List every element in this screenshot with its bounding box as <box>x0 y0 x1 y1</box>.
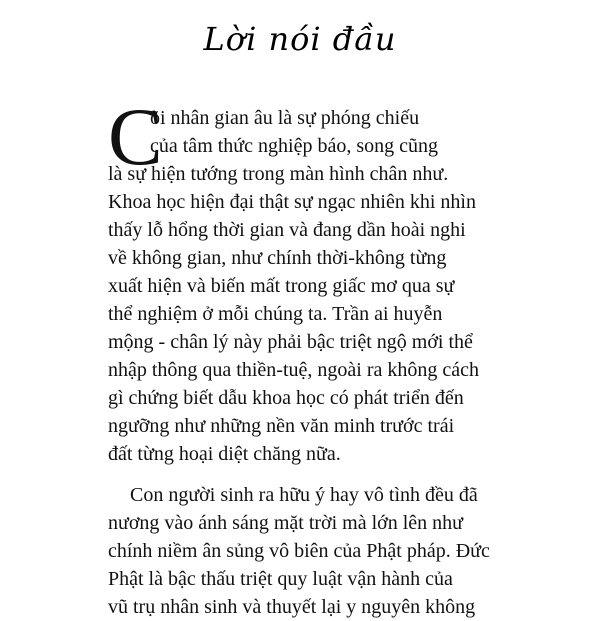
paragraph-line: chính niềm ân sủng vô biên của Phật pháp. Đức <box>108 540 490 562</box>
paragraph-line: ngưỡng như những nền văn minh trước trái <box>108 415 455 437</box>
paragraph-line: đất từng hoại diệt chăng nữa. <box>108 443 341 465</box>
paragraph-line: vũ trụ nhân sinh và thuyết lại y nguyên không <box>108 596 476 618</box>
paragraph-line: của tâm thức nghiệp báo, song cũng <box>150 135 438 157</box>
paragraph-line: Con người sinh ra hữu ý hay vô tình đều đã <box>130 484 478 506</box>
paragraph-line: về không gian, như chính thời-không từng <box>108 247 447 269</box>
paragraph-line: thấy lỗ hổng thời gian và đang dần hoài nghi <box>108 219 466 241</box>
paragraph-line: thể nghiệm ở mỗi chúng ta. Trần ai huyễn <box>108 303 443 325</box>
paragraph-line: nhập thông qua thiền-tuệ, ngoài ra không cách <box>108 359 479 381</box>
paragraph-line: Phật là bậc thấu triệt quy luật vận hành của <box>108 568 453 590</box>
paragraph-line: Khoa học hiện đại thật sự ngạc nhiên khi nhìn <box>108 191 476 213</box>
drop-cap: C <box>108 91 163 182</box>
paragraph-line: mộng - chân lý này phải bậc triệt ngộ mới thể <box>108 331 473 353</box>
paragraph-line: xuất hiện và biến mất trong giấc mơ qua sự <box>108 275 455 297</box>
paragraph-line: õi nhân gian âu là sự phóng chiếu <box>150 107 420 129</box>
paragraph-line: gì chứng biết dẫu khoa học có phát triển đến <box>108 387 464 409</box>
paragraph-line: là sự hiện tướng trong màn hình chân như. <box>108 163 449 185</box>
paragraph-line: nương vào ánh sáng mặt trời mà lớn lên như <box>108 512 464 534</box>
page-title: Lời nói đầu <box>203 20 397 58</box>
